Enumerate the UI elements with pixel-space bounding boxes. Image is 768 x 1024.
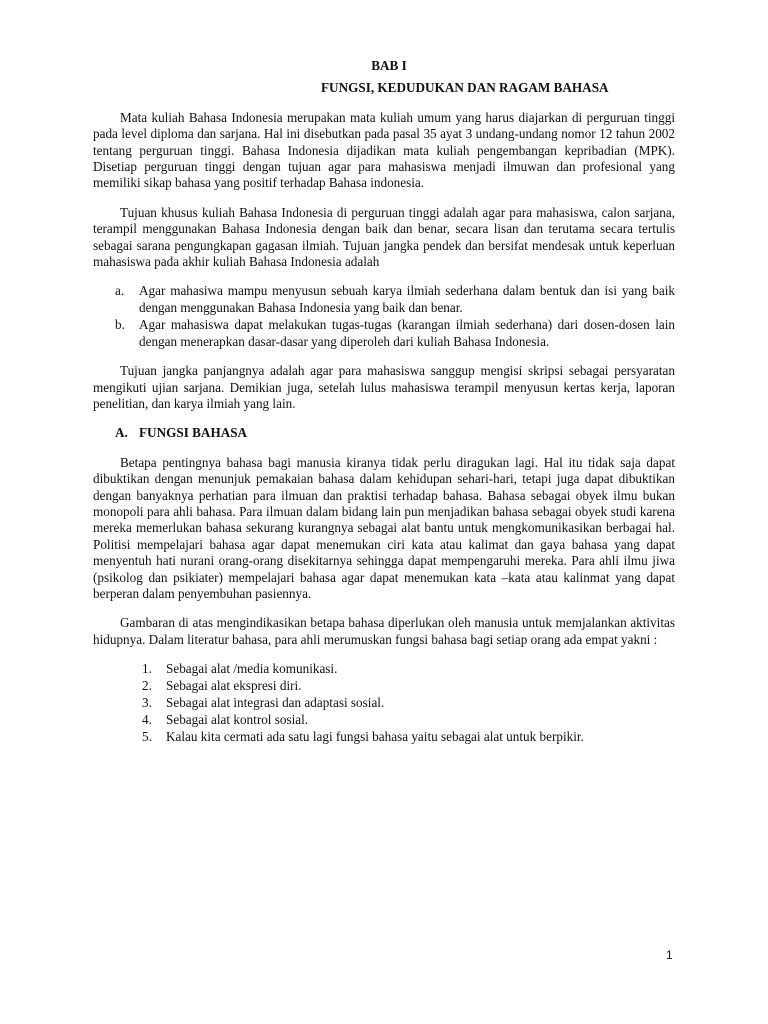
language-functions-list: [93, 661, 675, 745]
list-marker: 1.: [142, 661, 152, 677]
section-heading: [93, 425, 675, 441]
list-item-text: Agar mahasiwa mampu menyusun sebuah karya ilmiah sederhana dalam bentuk dan isi yang baik dengan menggunakan Bahasa Indonesia yang baik dan benar.: [139, 283, 675, 315]
list-marker: a.: [115, 283, 125, 299]
list-item-text: Sebagai alat kontrol sosial.: [166, 711, 309, 727]
list-marker: 5.: [142, 728, 152, 744]
chapter-number: BAB I: [371, 58, 407, 73]
document-page: [93, 58, 675, 758]
list-item: [93, 317, 675, 350]
list-item: [93, 695, 675, 711]
section-paragraph-1: Betapa pentingnya bahasa bagi manusia kiranya tidak perlu diragukan lagi. Hal itu tidak saja dapat dibuktikan dengan menunjuk pemakaian bahasa dalam kehidupan sehari-hari, tetapi juga dapat dibuktikan dengan banyaknya perhatian para ilmuan dan praktisi terhadap bahasa. Bahasa sebagai obyek ilmu bukan monopoli para ahli bahasa. Para ilmuan dalam bidang lain pun menjadikan bahasa sebagai obyek studi karena mereka memerlukan bahasa sekurang kurangnya sebagai alat bantu untuk mengkomunikasikan berbagai hal. Politisi mempelajari bahasa agar dapat menemukan ciri kata atau kalimat dan gaya bahasa yang dapat menyentuh hati nurani orang-orang disekitarnya sehingga dapat mempengaruhi mereka. Para ahli ilmu jiwa (psikolog dan psikiater) mempelajari bahasa agar dapat menemukan kata –kata atau kalinmat yang dapat berperan dalam penyembuhan pasiennya.: [93, 454, 675, 601]
list-item: [93, 283, 675, 316]
list-marker: b.: [115, 317, 125, 333]
list-marker: 3.: [142, 695, 152, 710]
list-item: [93, 678, 675, 694]
page-number: 1: [666, 948, 673, 962]
list-item-text: Sebagai alat ekspresi diri.: [166, 678, 302, 694]
intro-paragraph-1: Mata kuliah Bahasa Indonesia merupakan mata kuliah umum yang harus diajarkan di perguruan tinggi pada level diploma dan sarjana. Hal ini disebutkan pada pasal 35 ayat 3 undang-undang nomor 12 tahun 2002 tentang perguruan tinggi. Bahasa Indonesia dijadikan mata kuliah pengembangan kepribadian (MPK). Disetiap perguruan tinggi dengan tujuan agar para mahasiswa menjadi ilmuwan dan profesional yang memiliki sikap bahasa yang positif terhadap Bahasa indonesia.: [93, 109, 675, 191]
list-item-text: Sebagai alat /media komunikasi.: [166, 661, 338, 677]
list-item-text: Agar mahasiswa dapat melakukan tugas-tugas (karangan ilmiah sederhana) dari dosen-dosen lain dengan menerapkan dasar-dasar yang diperoleh dari kuliah Bahasa Indonesia.: [139, 317, 675, 349]
list-item: [93, 729, 675, 745]
list-item: [93, 712, 675, 728]
list-item: [93, 661, 675, 677]
long-term-paragraph: Tujuan jangka panjangnya adalah agar para mahasiswa sanggup mengisi skripsi sebagai persyaratan mengikuti ujian sarjana. Demikian juga, setelah lulus mahasiswa terampil menyusun kertas kerja, laporan penelitian, dan karya ilmiah yang lain.: [93, 363, 675, 411]
section-heading-text: FUNGSI BAHASA: [139, 425, 248, 441]
list-item-text: Sebagai alat integrasi dan adaptasi sosial.: [166, 695, 385, 710]
section-marker: A.: [115, 425, 128, 441]
list-item-text: Kalau kita cermati ada satu lagi fungsi bahasa yaitu sebagai alat untuk berpikir.: [166, 728, 584, 744]
chapter-title: FUNGSI, KEDUDUKAN DAN RAGAM BAHASA: [321, 80, 609, 96]
list-marker: 4.: [142, 711, 152, 727]
short-term-goals-list: [93, 283, 675, 350]
section-paragraph-2: Gambaran di atas mengindikasikan betapa bahasa diperlukan oleh manusia untuk memjalankan aktivitas hidupnya. Dalam literatur bahasa, para ahli merumuskan fungsi bahasa bagi setiap orang ada empat yakni :: [93, 615, 675, 647]
intro-paragraph-2: Tujuan khusus kuliah Bahasa Indonesia di perguruan tinggi adalah agar para mahasiswa, calon sarjana, terampil menggunakan Bahasa Indonesia dengan baik dan benar, secara lisan dan terutama secara tertulis sebagai sarana pengungkapan gagasan ilmiah. Tujuan jangka pendek dan bersifat mendesak untuk keperluan mahasiswa pada akhir kuliah Bahasa Indonesia adalah: [93, 204, 675, 270]
list-marker: 2.: [142, 678, 152, 694]
